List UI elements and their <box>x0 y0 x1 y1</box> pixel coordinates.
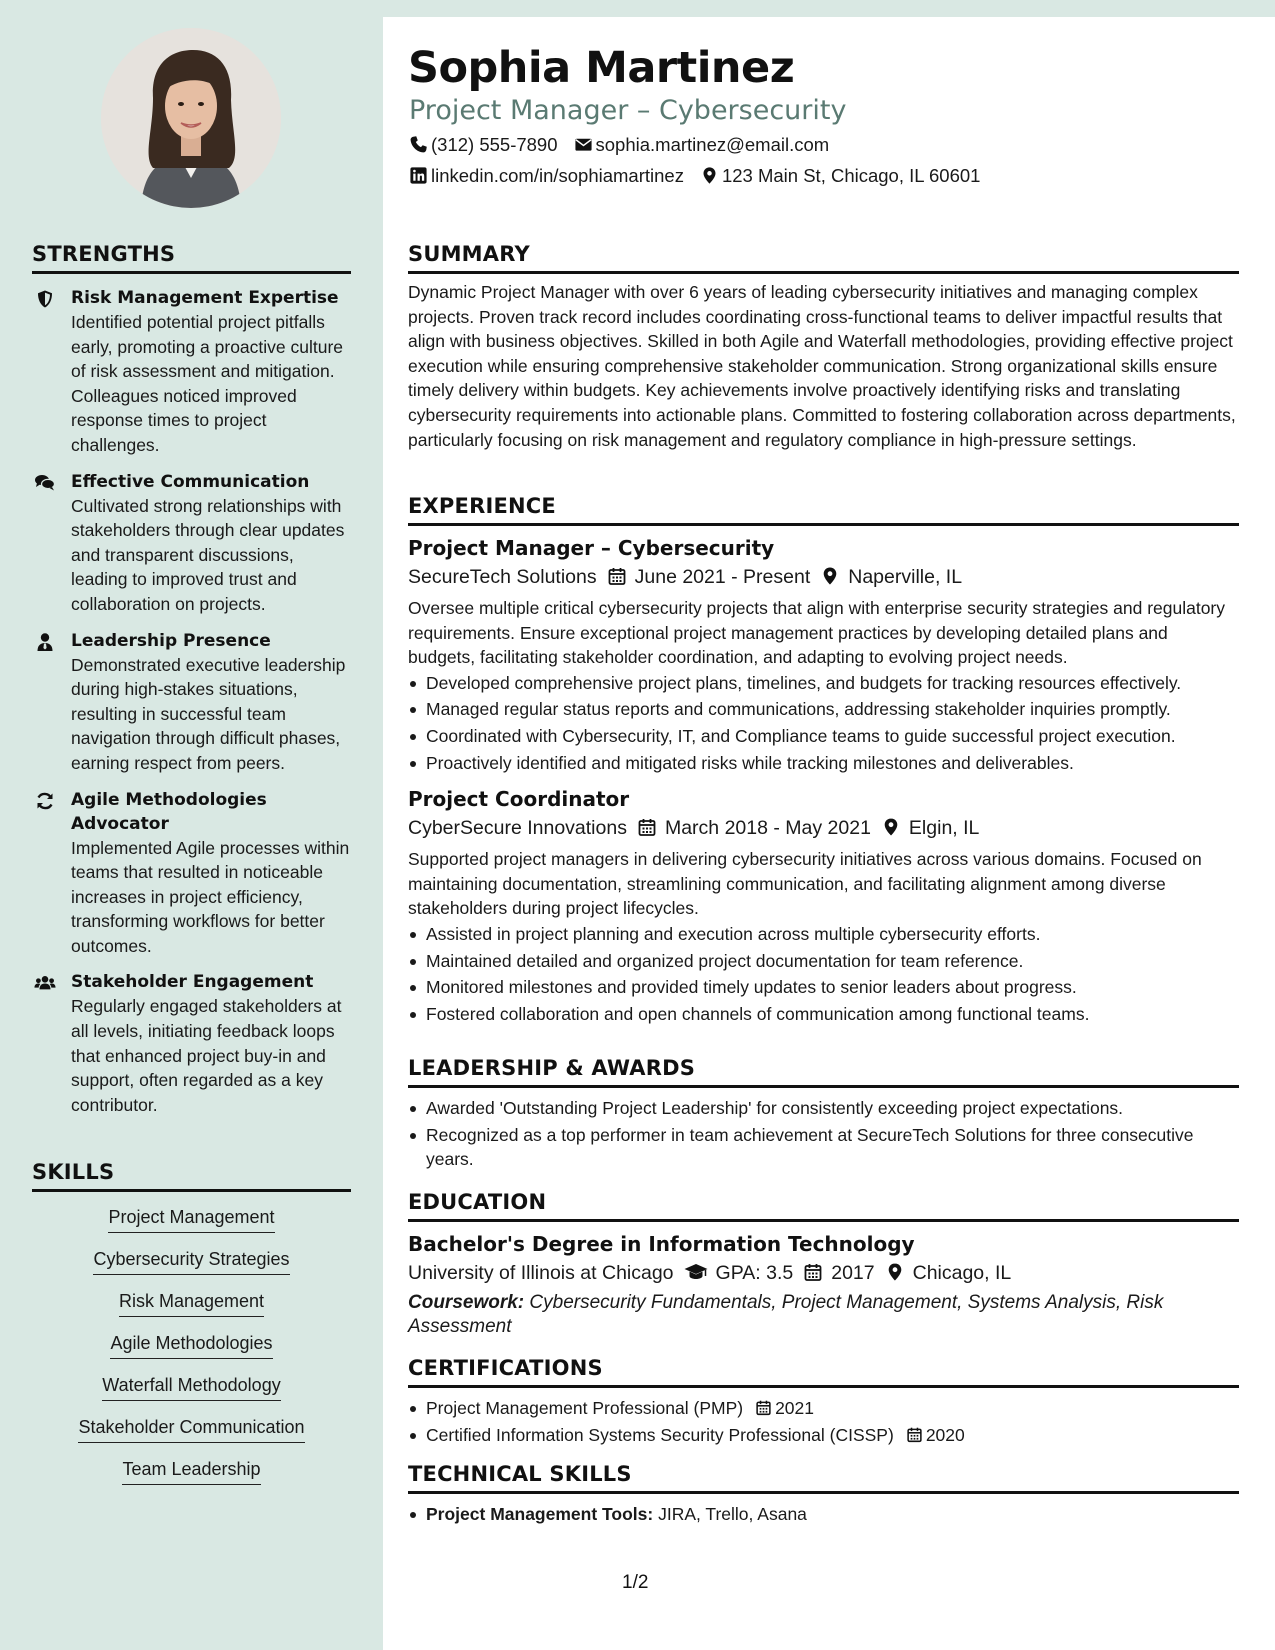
job-company: CyberSecure Innovations <box>408 817 627 840</box>
cert-year: 2021 <box>775 1398 815 1418</box>
awards-list <box>408 1096 1239 1172</box>
job-entry <box>408 534 1239 775</box>
job-bullet: Coordinated with Cybersecurity, IT, and Compliance teams to guide successful project execution. <box>408 724 1239 749</box>
comments-icon <box>34 473 56 493</box>
strength-title: Risk Management Expertise <box>71 288 339 308</box>
award-item: Recognized as a top performer in team achievement at SecureTech Solutions for three consecutive years. <box>408 1123 1239 1172</box>
award-item: Awarded 'Outstanding Project Leadership' for consistently exceeding project expectations. <box>408 1096 1239 1121</box>
job-location: Naperville, IL <box>848 566 963 588</box>
job-bullets <box>408 671 1239 775</box>
experience-heading: EXPERIENCE <box>408 494 556 518</box>
cert-year: 2020 <box>925 1424 965 1445</box>
certification-item <box>408 1396 1239 1421</box>
summary-rule <box>408 271 1239 274</box>
experience-section <box>408 494 1239 1028</box>
job-company: SecureTech Solutions <box>408 566 597 588</box>
job-title: Project Coordinator <box>408 787 630 812</box>
job-bullet: Assisted in project planning and execution across multiple cybersecurity efforts. <box>408 922 1239 947</box>
awards-rule <box>408 1085 1239 1088</box>
phone-icon <box>409 135 428 154</box>
job-desc: Supported project managers in delivering cybersecurity initiatives across various domains. Focused on maintaining documentation, streamlining communication, and facilitating alignment among diverse stakeholders during project lifecycles. <box>408 849 1202 919</box>
grad-year: 2017 <box>831 1262 875 1284</box>
coursework <box>408 1291 1239 1339</box>
contact-row-1 <box>409 133 829 157</box>
skill-tag: Cybersecurity Strategies <box>93 1248 289 1275</box>
technical-skills-rule <box>408 1491 1239 1494</box>
skill-tag: Stakeholder Communication <box>78 1416 304 1443</box>
gpa-text: GPA: 3.5 <box>715 1262 794 1284</box>
avatar <box>101 28 281 208</box>
certification-item <box>408 1423 1239 1448</box>
job-dates: June 2021 - Present <box>634 566 811 588</box>
page-number: 1/2 <box>622 1572 649 1593</box>
job-entry <box>408 785 1239 1026</box>
skills-list <box>32 1206 351 1500</box>
job-location: Elgin, IL <box>908 817 980 840</box>
job-bullets <box>408 922 1239 1026</box>
skill-tag: Waterfall Methodology <box>102 1374 280 1401</box>
experience-rule <box>408 523 1239 526</box>
map-marker-icon <box>700 166 719 185</box>
job-title: Project Manager – Cybersecurity <box>408 536 775 560</box>
certifications-list <box>408 1396 1239 1447</box>
strengths-list <box>32 286 351 1117</box>
certifications-rule <box>408 1385 1239 1388</box>
shield-icon <box>34 289 56 309</box>
technical-skill-item <box>408 1502 1239 1527</box>
user-tie-icon <box>34 632 56 652</box>
map-marker-icon <box>820 566 840 586</box>
graduation-cap-icon <box>684 1262 708 1282</box>
strength-item <box>32 788 351 959</box>
envelope-icon <box>574 135 593 154</box>
candidate-role: Project Manager – Cybersecurity <box>409 95 847 126</box>
strength-item <box>32 470 351 617</box>
education-meta <box>408 1258 1239 1288</box>
strength-desc: Cultivated strong relationships with stakeholders through clear updates and transparent discussions, leading to improved trust and collaboration on projects. <box>71 495 345 614</box>
awards-heading: LEADERSHIP & AWARDS <box>408 1056 696 1080</box>
calendar-icon <box>755 1399 772 1416</box>
technical-skill-value: JIRA, Trello, Asana <box>658 1504 807 1524</box>
strength-desc: Demonstrated executive leadership during high-stakes situations, resulting in successful team navigation through difficult phases, earning respect from peers. <box>71 654 346 773</box>
education-heading: EDUCATION <box>408 1190 547 1214</box>
phone-text[interactable]: (312) 555-7890 <box>431 134 558 155</box>
technical-skills-section <box>408 1462 1239 1529</box>
strength-item <box>32 970 351 1117</box>
calendar-icon <box>637 817 657 837</box>
job-bullet: Fostered collaboration and open channels of communication among functional teams. <box>408 1002 1239 1027</box>
skills-heading: SKILLS <box>32 1160 115 1184</box>
job-meta <box>408 813 1239 843</box>
candidate-name: Sophia Martinez <box>408 43 795 93</box>
coursework-text: Cybersecurity Fundamentals, Project Management, Systems Analysis, Risk Assessment <box>408 1292 1164 1337</box>
skills-section <box>32 1160 351 1500</box>
strengths-section <box>32 242 351 1129</box>
school-location: Chicago, IL <box>912 1262 1012 1284</box>
strength-desc: Identified potential project pitfalls early, promoting a proactive culture of risk assessment and mitigation. Colleagues noticed improved response times to project challenges. <box>71 312 344 455</box>
users-icon <box>34 973 56 993</box>
sync-icon <box>34 791 56 811</box>
job-meta <box>408 562 1239 592</box>
job-bullet: Developed comprehensive project plans, timelines, and budgets for tracking resources effectively. <box>408 671 1239 696</box>
skill-tag: Team Leadership <box>122 1458 260 1485</box>
summary-text: Dynamic Project Manager with over 6 years of leading cybersecurity initiatives and managing complex projects. Proven track record includes coordinating cross-functional teams to deliver impactful results that align with business objectives. Skilled in both Agile and Waterfall methodologies, providing effective project execution while ensuring comprehensive stakeholder communication. Strong organizational skills ensure timely delivery within budgets. Key achievements involve proactively identifying risks and translating cybersecurity requirements into actionable plans. Committed to fostering collaboration across departments, particularly focusing on risk management and regulatory compliance in high-pressure settings. <box>408 282 1236 450</box>
technical-skills-heading: TECHNICAL SKILLS <box>408 1462 632 1486</box>
strength-title: Stakeholder Engagement <box>71 972 314 993</box>
certifications-heading: CERTIFICATIONS <box>408 1356 603 1380</box>
coursework-label: Coursework: <box>408 1292 525 1313</box>
awards-section <box>408 1056 1239 1174</box>
job-bullet: Maintained detailed and organized project documentation for team reference. <box>408 949 1239 974</box>
calendar-icon <box>906 1426 923 1443</box>
strength-desc: Regularly engaged stakeholders at all levels, initiating feedback loops that enhanced project buy-in and support, often regarded as a key contributor. <box>71 996 342 1115</box>
address-text: 123 Main St, Chicago, IL 60601 <box>721 165 981 186</box>
technical-skill-label: Project Management Tools: <box>426 1504 654 1524</box>
school-name: University of Illinois at Chicago <box>408 1262 674 1284</box>
calendar-icon <box>607 566 627 586</box>
contact-row-2 <box>409 164 980 188</box>
cert-name: Certified Information Systems Security Professional (CISSP) <box>426 1424 894 1445</box>
strengths-heading: STRENGTHS <box>32 242 176 266</box>
strength-item <box>32 286 351 458</box>
strength-title: Agile Methodologies Advocator <box>71 789 267 834</box>
calendar-icon <box>803 1262 823 1282</box>
skill-tag: Agile Methodologies <box>110 1332 272 1359</box>
job-bullet: Proactively identified and mitigated risks while tracking milestones and deliverables. <box>408 751 1239 776</box>
linkedin-link[interactable]: linkedin.com/in/sophiamartinez <box>431 165 684 186</box>
job-desc: Oversee multiple critical cybersecurity projects that align with enterprise security strategies and regulatory requirements. Ensure exceptional project management practices by developing detailed plans and budgets, facilitating stakeholder coordination, and adapting to evolving project needs. <box>408 598 1226 668</box>
cert-name: Project Management Professional (PMP) <box>426 1398 744 1418</box>
email-link[interactable]: sophia.martinez@email.com <box>595 134 830 155</box>
strength-item <box>32 629 351 776</box>
strength-title: Leadership Presence <box>71 630 271 651</box>
job-bullet: Monitored milestones and provided timely updates to senior leaders about progress. <box>408 975 1239 1000</box>
skill-tag: Project Management <box>108 1206 274 1233</box>
education-section <box>408 1190 1239 1339</box>
certifications-section <box>408 1356 1239 1449</box>
summary-heading: SUMMARY <box>408 242 530 266</box>
job-dates: March 2018 - May 2021 <box>664 817 871 840</box>
job-bullet: Managed regular status reports and communications, addressing stakeholder inquiries promptly. <box>408 697 1239 722</box>
technical-skills-list <box>408 1502 1239 1527</box>
linkedin-icon <box>409 166 428 185</box>
strength-title: Effective Communication <box>71 471 310 492</box>
map-marker-icon <box>885 1262 905 1282</box>
education-rule <box>408 1219 1239 1222</box>
skill-tag: Risk Management <box>119 1290 264 1317</box>
strengths-rule <box>32 271 351 274</box>
strength-desc: Implemented Agile processes within teams that resulted in noticeable increases in project efficiency, transforming workflows for better outcomes. <box>71 837 350 956</box>
skills-rule <box>32 1189 351 1192</box>
degree-title: Bachelor's Degree in Information Technology <box>408 1232 915 1256</box>
map-marker-icon <box>881 817 901 837</box>
summary-section <box>408 242 1239 452</box>
